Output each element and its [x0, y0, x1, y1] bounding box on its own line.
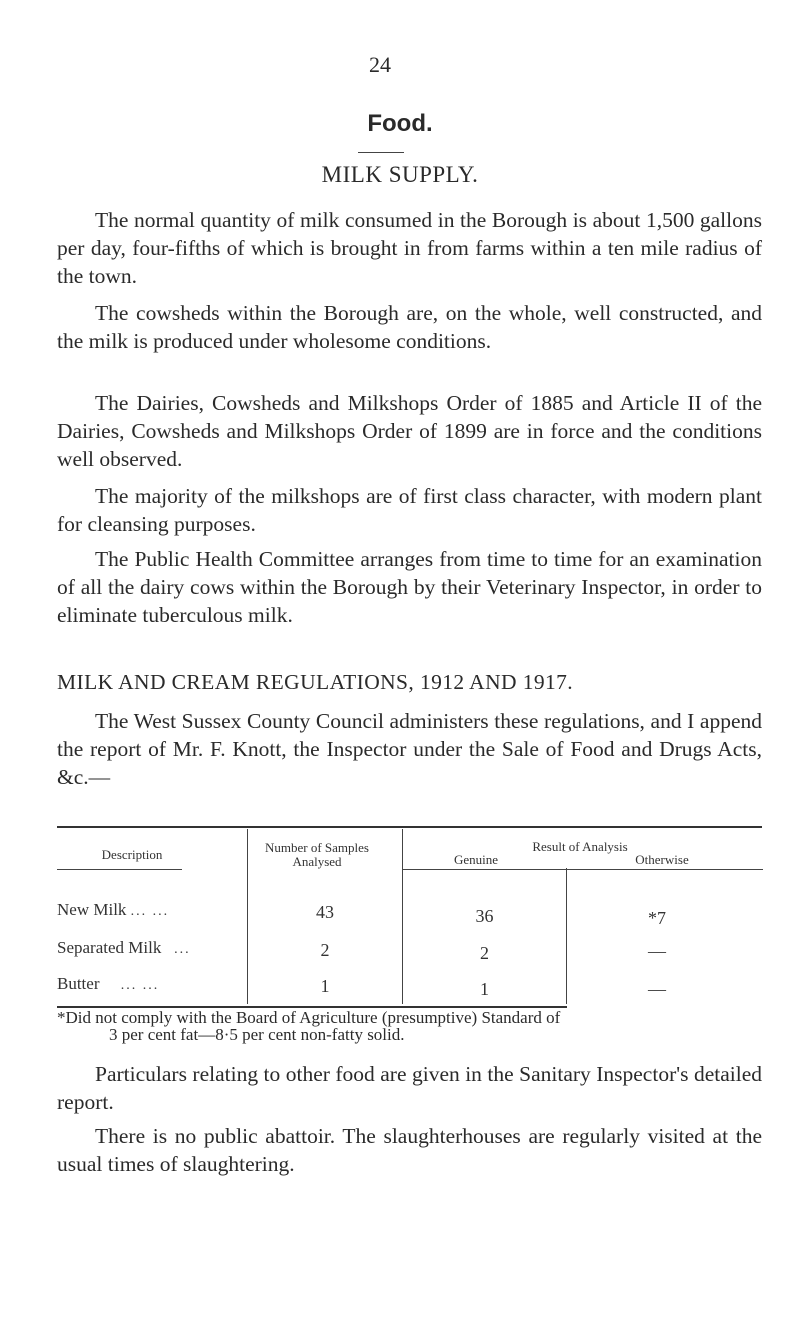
- row-otherwise: *7: [648, 908, 666, 928]
- row-description-text: Butter: [57, 974, 100, 993]
- paragraph-text: The West Sussex County Council administers these regulations, and I append the report of Mr. F. Knott, the Inspector under the Sale of Food and Drugs Acts, &c.—: [57, 709, 762, 789]
- row-otherwise: —: [648, 941, 666, 961]
- row-description: [57, 938, 247, 958]
- footnote-line-1: *Did not comply with the Board of Agriculture (presumptive) Standard of: [57, 1008, 561, 1027]
- paragraph-text: The normal quantity of milk consumed in the Borough is about 1,500 gallons per day, four-fifths of which is brought in from farms within a ten mile radius of the town.: [57, 208, 762, 288]
- paragraph-text: The Dairies, Cowsheds and Milkshops Order of 1885 and Article II of the Dairies, Cowsheds and Milkshops Order of 1899 are in force and the conditions well observed.: [57, 391, 762, 471]
- dot-leader: ... ...: [130, 904, 170, 919]
- paragraph-text: Particulars relating to other food are given in the Sanitary Inspector's detailed report.: [57, 1062, 762, 1114]
- row-description-text: Separated Milk: [57, 938, 162, 957]
- row-genuine: 2: [480, 943, 489, 963]
- page-title: Food.: [367, 110, 433, 137]
- row-description: [57, 900, 247, 920]
- paragraph-text: The cowsheds within the Borough are, on the whole, well constructed, and the milk is produced under wholesome conditions.: [57, 301, 762, 353]
- row-number: 2: [320, 940, 330, 960]
- table-header-rule: [57, 869, 182, 870]
- table-header-rule: [403, 869, 763, 870]
- section-heading-regulations: MILK AND CREAM REGULATIONS, 1912 AND 1917.: [57, 670, 574, 694]
- row-number: 43: [316, 902, 334, 922]
- paragraph-committee: [57, 545, 762, 629]
- paragraph-orders: [57, 389, 762, 473]
- footnote-line-2: 3 per cent fat—8·5 per cent non-fatty solid.: [109, 1025, 405, 1044]
- paragraph-abattoir: [57, 1122, 762, 1178]
- row-otherwise: —: [648, 979, 666, 999]
- paragraph-regulations-intro: [57, 707, 762, 791]
- row-description-text: New Milk: [57, 900, 127, 919]
- table-header-number: Number of Samples Analysed: [265, 840, 369, 869]
- row-description: [57, 974, 247, 994]
- dot-leader: ...: [174, 942, 191, 957]
- table-header-genuine: Genuine: [453, 852, 499, 867]
- dot-leader: ... ...: [120, 978, 160, 993]
- paragraph-text: The majority of the milkshops are of first class character, with modern plant for cleansing purposes.: [57, 484, 762, 536]
- divider: [358, 152, 404, 153]
- paragraph-milk-quantity: [57, 206, 762, 290]
- row-genuine: 36: [475, 906, 494, 926]
- paragraph-cowsheds: [57, 299, 762, 355]
- table-top-rule: [57, 826, 762, 828]
- table-footnote: [57, 1009, 767, 1043]
- row-genuine: 1: [480, 979, 489, 999]
- paragraph-text: The Public Health Committee arranges from time to time for an examination of all the dairy cows within the Borough by their Veterinary Inspector, in order to eliminate tuberculous milk.: [57, 547, 762, 627]
- section-heading-milk-supply: MILK SUPPLY.: [321, 162, 479, 187]
- table-header-description: Description: [101, 847, 163, 862]
- row-number: 1: [320, 976, 330, 996]
- table-header-result: Result of Analysis: [532, 839, 628, 854]
- paragraph-other-food: [57, 1060, 762, 1116]
- paragraph-text: There is no public abattoir. The slaughterhouses are regularly visited at the usual times of slaughtering.: [57, 1124, 762, 1176]
- paragraph-milkshops: [57, 482, 762, 538]
- table-header-otherwise: Otherwise: [635, 852, 689, 867]
- page-number: 24: [369, 52, 391, 77]
